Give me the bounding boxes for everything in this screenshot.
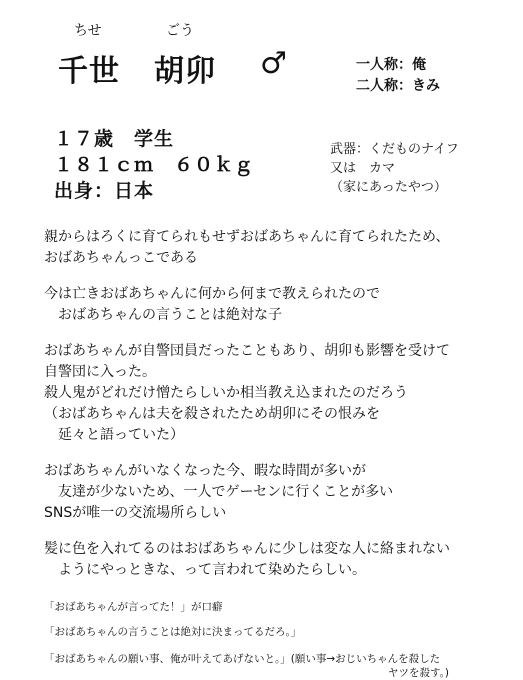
bio-line: （おばあちゃんは夫を殺されたため胡卯にその恨みを — [44, 406, 380, 422]
bio-line: 自警団に入った。 — [44, 364, 156, 380]
bio-line: 今は亡きおばあちゃんに何から何まで教えられたので — [44, 286, 380, 302]
first-person-pronoun: 一人称：俺 — [356, 57, 426, 73]
bio-line: 髪に色を入れてるのはおばあちゃんに少しは変な人に絡まれない — [44, 541, 450, 557]
given-name: 胡卯 — [154, 54, 216, 89]
family-name: 千世 — [58, 54, 120, 89]
age-occupation: １７歳 学生 — [54, 128, 175, 150]
bio-line: おばあちゃんが自警団員だったこともあり、胡卯も影響を受けて — [44, 343, 450, 359]
furigana-family-name: ちせ — [74, 23, 102, 39]
quote-line: 「おばあちゃんの願い事、俺が叶えてあげないと。」(願い事→おじいちゃんを殺した — [44, 653, 441, 665]
weapon-line-1: 武器：くだものナイフ — [330, 142, 459, 157]
quote-line: 「おばあちゃんが言ってた！」が口癖 — [44, 601, 223, 613]
bio-line: おばあちゃんがいなくなった今、暇な時間が多いが — [44, 463, 366, 479]
weapon-line-2: 又は カマ — [330, 161, 396, 176]
furigana-given-name: ごう — [166, 23, 194, 39]
weapon-line-3: （家にあったやつ） — [330, 180, 447, 195]
bio-line: SNSが唯一の交流場所らしい — [44, 505, 227, 521]
origin: 出身：日本 — [54, 180, 155, 202]
quote-line: 「おばあちゃんの言うことは絶対に決まってるだろ。」 — [44, 626, 302, 638]
bio-line: 親からはろくに育てられもせずおばあちゃんに育てられたため、 — [44, 229, 450, 245]
height-weight: １８１ｃｍ ６０ｋｇ — [54, 154, 255, 176]
bio-line: おばあちゃんの言うことは絶対な子 — [44, 307, 282, 323]
bio-line: ようにやっときな、って言われて染めたらしい。 — [44, 562, 366, 578]
male-symbol-icon: ♂ — [260, 46, 287, 81]
second-person-pronoun: 二人称：きみ — [356, 78, 440, 94]
bio-line: 延々と語っていた） — [44, 427, 184, 443]
quote-line: ヤツを殺す。) — [388, 667, 450, 679]
bio-line: おばあちゃんっこである — [44, 250, 198, 266]
bio-line: 殺人鬼がどれだけ憎たらしいか相当教え込まれたのだろう — [44, 385, 408, 401]
bio-line: 友達が少ないため、一人でゲーセンに行くことが多い — [44, 484, 394, 500]
